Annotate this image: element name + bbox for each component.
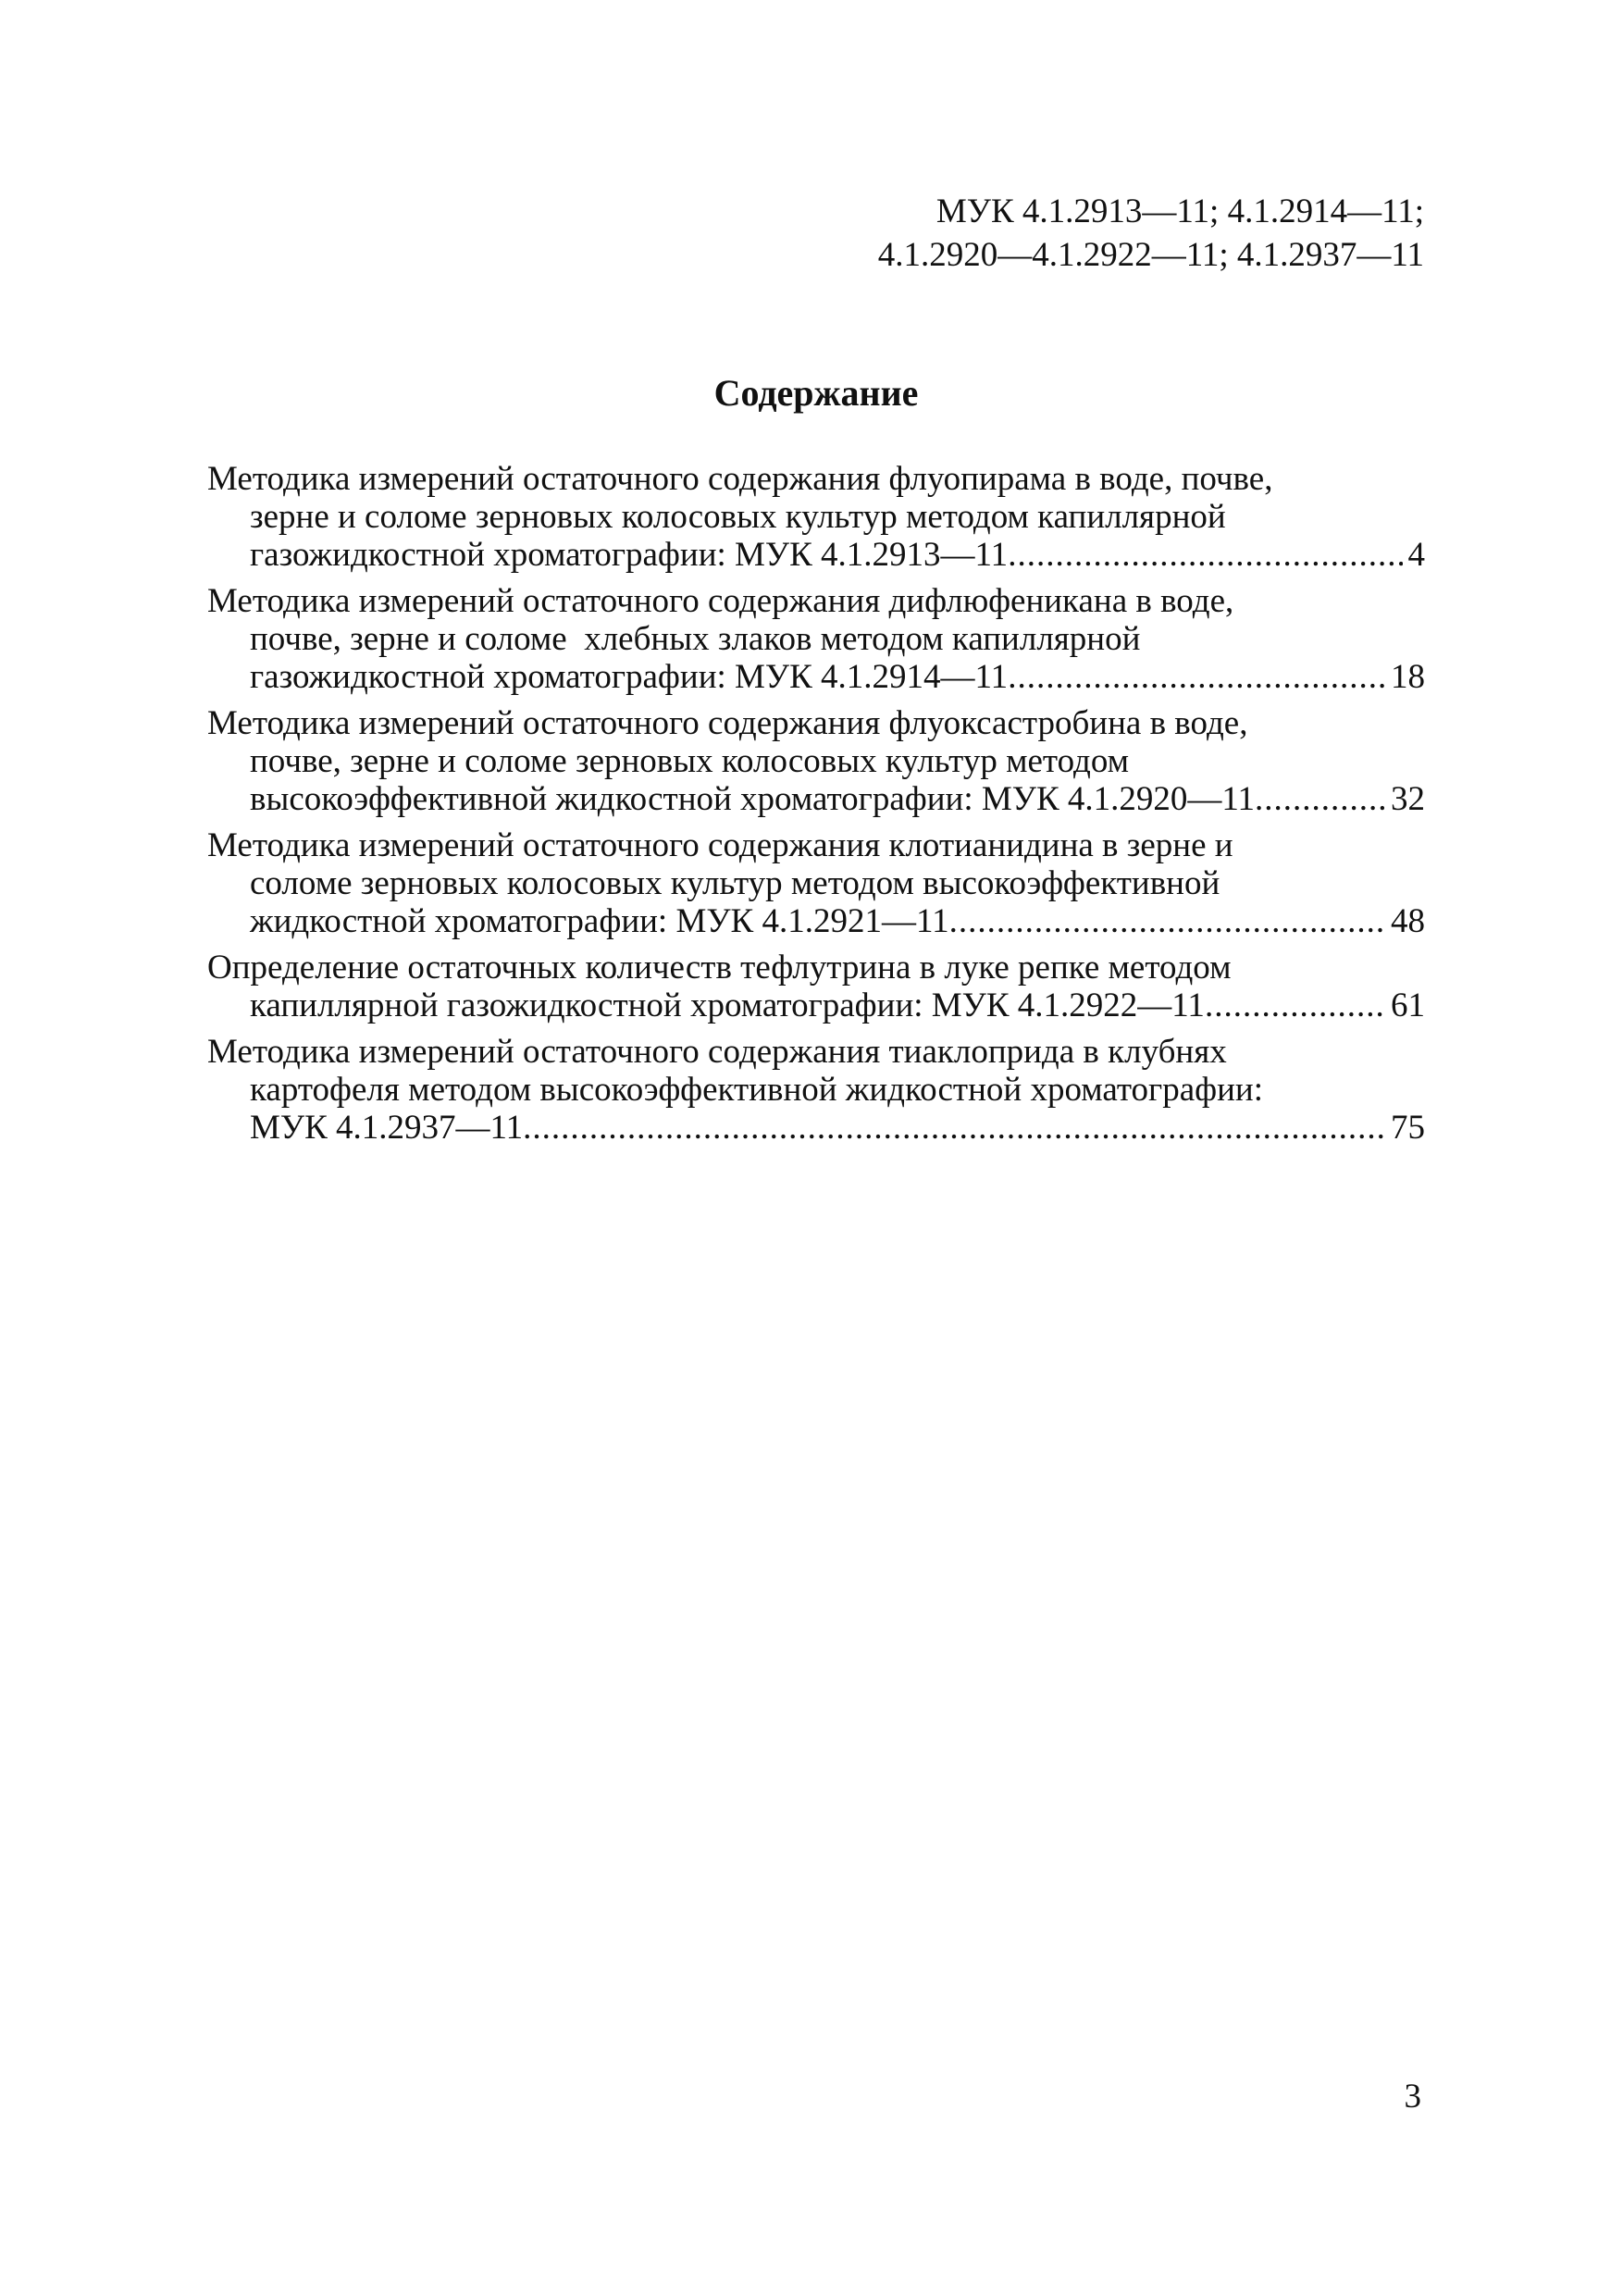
toc-entry-last-line (207, 1109, 1425, 1147)
toc-entry-text: Методика измерений остаточного содержания тиаклоприда в клубнях (207, 1033, 1227, 1071)
toc-entry-text: Методика измерений остаточного содержания дифлюфеникана в воде, (207, 582, 1234, 620)
toc-page-number: 4 (1407, 536, 1425, 574)
toc-entry-text: зерне и соломе зерновых колосовых культур методом капиллярной (250, 498, 1226, 536)
toc-entry-last-line (207, 780, 1425, 818)
toc-entry-last-line (207, 902, 1425, 940)
toc-entry-text: высокоэффективной жидкостной хроматографии: МУК 4.1.2920—11 (250, 780, 1256, 818)
toc-entry-text: картофеля методом высокоэффективной жидкостной хроматографии: (250, 1071, 1264, 1109)
page-title: Содержание (713, 372, 919, 414)
document-code-line-2: 4.1.2920—4.1.2922—11; 4.1.2937—11 (877, 236, 1424, 274)
toc-dot-leader (1205, 987, 1385, 1024)
toc-entry-text: Методика измерений остаточного содержания флуопирама в воде, почве, (207, 460, 1273, 498)
toc-entry-text: Определение остаточных количеств тефлутрина в луке репке методом (207, 949, 1232, 987)
toc-entry-text: Методика измерений остаточного содержания флуоксастробина в воде, (207, 704, 1248, 742)
toc-entry[interactable] (207, 460, 1425, 574)
toc-entry-text: почве, зерне и соломе зерновых колосовых культур методом (250, 742, 1130, 780)
toc-entry-text: Методика измерений остаточного содержания клотианидина в зерне и (207, 826, 1233, 864)
page-number: 3 (1404, 2078, 1421, 2116)
toc-entry-text: газожидкостной хроматографии: МУК 4.1.2913—11 (250, 536, 1009, 574)
toc-entry-text: капиллярной газожидкостной хроматографии: МУК 4.1.2922—11 (250, 987, 1205, 1024)
toc-entry-last-line (207, 658, 1425, 696)
document-code-header (591, 190, 1424, 277)
toc-entry[interactable] (207, 704, 1425, 818)
table-of-contents (207, 460, 1425, 1155)
toc-entry-text: почве, зерне и соломе хлебных злаков методом капиллярной (250, 620, 1141, 658)
toc-entry-text: газожидкостной хроматографии: МУК 4.1.2914—11 (250, 658, 1009, 696)
toc-entry-last-line (207, 536, 1425, 574)
toc-entry-last-line (207, 987, 1425, 1024)
toc-entry[interactable] (207, 582, 1425, 696)
toc-page-number: 32 (1391, 780, 1425, 818)
toc-entry-text: жидкостной хроматографии: МУК 4.1.2921—11 (250, 902, 949, 940)
toc-page-number: 75 (1391, 1109, 1425, 1147)
toc-dot-leader (523, 1109, 1385, 1147)
toc-dot-leader (949, 902, 1385, 940)
toc-dot-leader (1008, 536, 1402, 574)
toc-page-number: 18 (1391, 658, 1425, 696)
toc-dot-leader (1008, 658, 1385, 696)
toc-page-number: 48 (1391, 902, 1425, 940)
toc-page-number: 61 (1391, 987, 1425, 1024)
toc-dot-leader (1255, 780, 1385, 818)
toc-entry-text: МУК 4.1.2937—11 (250, 1109, 524, 1147)
toc-entry[interactable] (207, 826, 1425, 940)
document-code-line-1: МУК 4.1.2913—11; 4.1.2914—11; (935, 192, 1424, 230)
toc-entry[interactable] (207, 1033, 1425, 1147)
toc-entry[interactable] (207, 949, 1425, 1024)
toc-entry-text: соломе зерновых колосовых культур методом высокоэффективной (250, 864, 1220, 902)
